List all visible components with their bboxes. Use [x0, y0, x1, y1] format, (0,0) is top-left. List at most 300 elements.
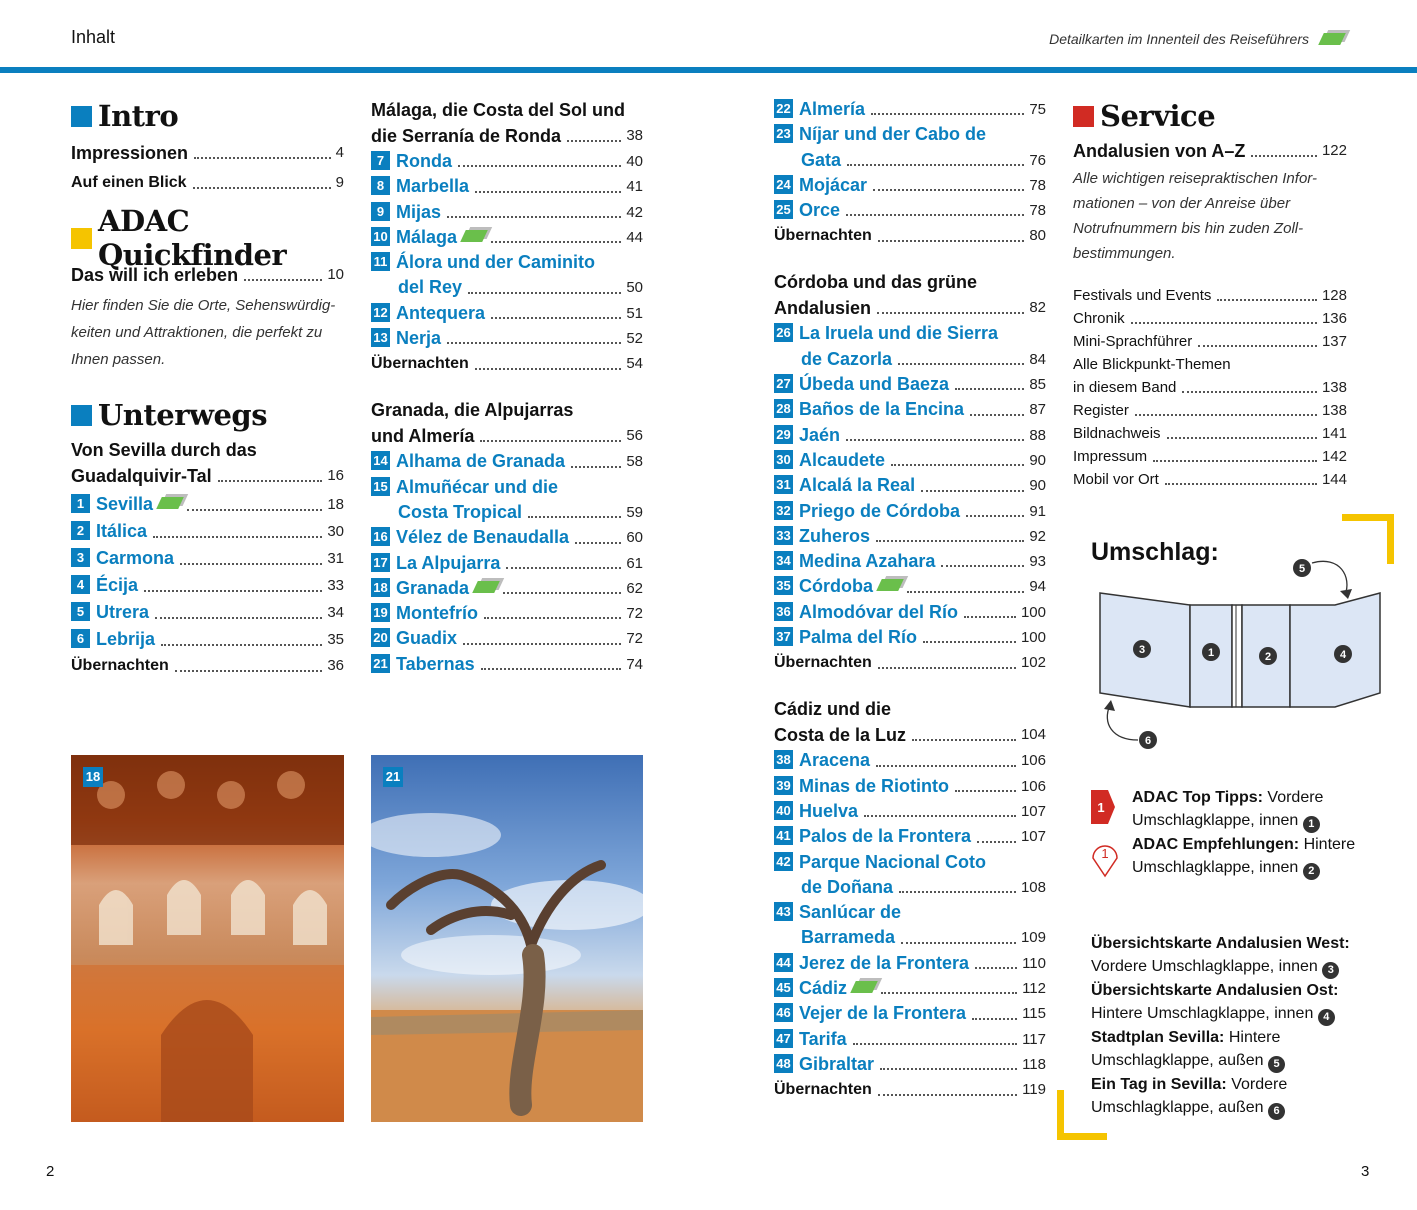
toc-entry-stay[interactable]: Übernachten 54: [371, 355, 643, 373]
entry-title: Sanlúcar de: [799, 902, 902, 923]
photo-tabernas-tree: [371, 755, 643, 1122]
region-title: Cádiz und die: [774, 699, 891, 720]
toc-entry[interactable]: [774, 951, 1046, 976]
entry-number: 31: [774, 475, 793, 494]
page-number: 118: [1022, 1055, 1046, 1073]
service-entry[interactable]: [1073, 307, 1347, 330]
page-number: 107: [1020, 828, 1046, 846]
toc-entry[interactable]: [774, 1052, 1046, 1077]
cover-label: 2: [1264, 651, 1272, 663]
toc-entry[interactable]: [774, 824, 1046, 849]
entry-title: Antequera: [396, 302, 486, 323]
page-number: 92: [1029, 527, 1046, 545]
page-number: 109: [1020, 929, 1046, 947]
entry-title: Málaga: [396, 226, 458, 247]
entry-title-continued: Costa Tropical: [398, 501, 523, 522]
entry-title: Mojácar: [799, 174, 868, 195]
map-note: [1049, 31, 1343, 47]
map-icon: [1318, 33, 1346, 45]
toc-entry-continued[interactable]: [774, 875, 1046, 900]
map-icon: [876, 579, 904, 591]
entry-title: Jerez de la Frontera: [799, 952, 970, 973]
entry-title: Parque Nacional Coto: [799, 851, 987, 872]
entry-title: Montefrío: [396, 603, 478, 624]
section-title: ADAC Quickfinder: [98, 204, 287, 272]
region-title: Córdoba und das grüne: [774, 272, 978, 293]
entry-title: Palos de la Frontera: [799, 826, 972, 847]
map-icon: [156, 497, 184, 509]
entry-number: 40: [774, 801, 793, 820]
page-number-left: 2: [46, 1163, 55, 1180]
entry-title: Lebrija: [96, 629, 156, 649]
toc-entry[interactable]: [71, 599, 344, 626]
toc-entry[interactable]: [774, 198, 1046, 223]
entry-title: Baños de la Encina: [799, 399, 965, 420]
service-entry[interactable]: [1073, 284, 1347, 307]
entry-title-continued: Gata: [801, 149, 842, 170]
page-number: 72: [626, 630, 643, 648]
entry-title-continued: Barrameda: [801, 927, 896, 948]
umschlag-title: Umschlag:: [1091, 538, 1219, 566]
page-number: 107: [1020, 802, 1046, 820]
toc-entry-stay[interactable]: Übernachten 119: [774, 1081, 1046, 1099]
cover-label: 3: [1138, 644, 1146, 656]
entry-number: 44: [774, 953, 793, 972]
entry-title: La Iruela und die Sierra: [799, 323, 999, 344]
toc-entry[interactable]: [774, 122, 1046, 147]
page-number: 18: [327, 496, 344, 513]
service-entry[interactable]: [1073, 376, 1347, 399]
page-number: 10: [327, 266, 344, 283]
page-number: 62: [626, 579, 643, 597]
service-entry[interactable]: [1073, 399, 1347, 422]
toc-entry[interactable]: [774, 799, 1046, 824]
page-number: 85: [1029, 376, 1046, 394]
page-number: 60: [626, 529, 643, 547]
page-number: 75: [1029, 101, 1046, 118]
page-number: 88: [1029, 426, 1046, 444]
entry-number: 9: [371, 202, 390, 221]
toc-entry-continued[interactable]: [774, 347, 1046, 372]
toc-entry[interactable]: [371, 601, 643, 626]
toc-entry[interactable]: [774, 1001, 1046, 1026]
entry-title: Almodóvar del Río: [799, 601, 959, 622]
entry-title: Vélez de Benaudalla: [396, 527, 570, 548]
entry-title: Mini-Sprachführer: [1073, 333, 1193, 350]
toc-entry[interactable]: [71, 140, 344, 166]
entry-title: Utrera: [96, 602, 150, 622]
toc-entry[interactable]: [774, 900, 1046, 925]
entry-title: Córdoba: [799, 576, 873, 597]
page-number: 110: [1022, 954, 1046, 972]
page-number: 137: [1321, 333, 1347, 350]
entry-title-continued: del Rey: [398, 277, 463, 298]
toc-entry[interactable]: [371, 225, 643, 250]
page-number: 33: [327, 577, 344, 594]
toc-entry[interactable]: [371, 576, 643, 601]
section-service: [1073, 96, 1347, 136]
page-number: 87: [1029, 401, 1046, 419]
entry-title: Mobil vor Ort: [1073, 471, 1159, 488]
toc-entry-continued[interactable]: [774, 925, 1046, 950]
page-number: 44: [626, 228, 643, 246]
top-tipp-icon: [1090, 786, 1110, 833]
entry-number: 12: [371, 303, 390, 322]
page-number: 51: [626, 304, 643, 322]
toc-entry[interactable]: [71, 545, 344, 572]
entry-number: 4: [71, 575, 90, 594]
page-number: 78: [1029, 202, 1046, 220]
entry-number: 20: [371, 628, 390, 647]
region-entry[interactable]: Guadalquivir-Tal 16: [71, 466, 344, 486]
service-entry[interactable]: [1073, 445, 1347, 468]
entry-title: Granada: [396, 577, 470, 598]
region-title: Granada, die Alpujarras: [371, 400, 574, 421]
toc-entry[interactable]: [371, 652, 643, 677]
cover-label: 5: [1298, 563, 1306, 575]
toc-entry[interactable]: [774, 600, 1046, 625]
service-entry[interactable]: [1073, 422, 1347, 445]
maps-legend: Übersichtskarte Andalusien West: Vordere Umschlagklappe, innen 3 Übersichtskarte Andalusien Ost: Hintere Umschlagklappe, innen 4 Stadtplan Sevilla: Hintere Umschlagklappe, außen 5 Ein Tag in Sevilla: Vordere Umschlagklappe, außen 6: [1091, 932, 1350, 1120]
cover-label: 6: [1144, 735, 1152, 747]
page-number: 90: [1029, 451, 1046, 469]
page-number: 100: [1020, 629, 1046, 647]
page-number: 144: [1321, 471, 1347, 488]
entry-number: 32: [774, 501, 793, 520]
entry-number: 33: [774, 526, 793, 545]
entry-number: 25: [774, 200, 793, 219]
page-number: 128: [1321, 287, 1347, 304]
service-description: Alle wichtigen reisepraktischen Infor- mationen – von der Anreise über Notrufnummern bis hin zuden Zoll- bestimmungen.: [1073, 170, 1318, 262]
toc-entry[interactable]: [371, 174, 643, 199]
page-number: 41: [626, 178, 643, 196]
region-entry[interactable]: die Serranía de Ronda 38: [371, 126, 643, 146]
quickfinder-description: Hier finden Sie die Orte, Sehenswürdig- keiten und Attraktionen, die perfekt zu Ihnen passen.: [71, 297, 336, 368]
page-number: 50: [626, 279, 643, 297]
entry-title: Carmona: [96, 548, 175, 568]
entry-title-continued: de Cazorla: [801, 348, 893, 369]
entry-title: Níjar und der Cabo de: [799, 124, 987, 145]
service-entry[interactable]: [1073, 353, 1347, 376]
page-number-right: 3: [1361, 1163, 1370, 1180]
entry-number: 3: [71, 548, 90, 567]
page-number: 78: [1029, 176, 1046, 194]
toc-entry[interactable]: Andalusien von A–Z 122: [1073, 141, 1347, 161]
toc-entry[interactable]: [371, 626, 643, 651]
toc-entry[interactable]: [774, 397, 1046, 422]
toc-entry[interactable]: [774, 321, 1046, 346]
section-title: Service: [1100, 99, 1216, 133]
entry-title: Bildnachweis: [1073, 425, 1161, 442]
entry-number: 14: [371, 451, 390, 470]
toc-entry-continued[interactable]: [371, 275, 643, 300]
entry-number: 38: [774, 750, 793, 769]
entry-number: 43: [774, 902, 793, 921]
entry-title: Itálica: [96, 521, 148, 541]
page-number: 72: [626, 605, 643, 623]
page-number: 100: [1020, 603, 1046, 621]
toc-entry[interactable]: [774, 173, 1046, 198]
page-number: 76: [1029, 151, 1046, 169]
running-head: Inhalt: [71, 27, 116, 47]
region-title: Málaga, die Costa del Sol und: [371, 100, 626, 120]
entry-number: 29: [774, 425, 793, 444]
entry-number: 21: [371, 654, 390, 673]
entry-title: Almería: [799, 99, 866, 119]
map-icon: [460, 230, 488, 242]
section-title: Unterwegs: [98, 398, 268, 432]
entry-number: 34: [774, 551, 793, 570]
page-number: 42: [626, 203, 643, 221]
toc-entry[interactable]: [774, 1027, 1046, 1052]
entry-number: 5: [71, 602, 90, 621]
toc-entry-stay[interactable]: Übernachten 36: [71, 657, 344, 674]
entry-number: 37: [774, 627, 793, 646]
page-number: 138: [1321, 402, 1347, 419]
map-icon: [472, 581, 500, 593]
entry-number: 28: [774, 399, 793, 418]
toc-entry-stay[interactable]: Übernachten 102: [774, 654, 1046, 672]
toc-entry-stay[interactable]: Übernachten 80: [774, 227, 1046, 245]
entry-title: Ronda: [396, 151, 452, 171]
entry-number: 30: [774, 450, 793, 469]
entry-title: Impressionen: [71, 143, 189, 163]
page-number: 35: [327, 631, 344, 648]
column-2: [371, 97, 643, 677]
toc-entry[interactable]: [774, 774, 1046, 799]
map-icon: [850, 981, 878, 993]
entry-title: Medina Azahara: [799, 551, 936, 572]
page-number: 61: [626, 554, 643, 572]
entry-title: Écija: [96, 575, 139, 595]
toc-entry[interactable]: [774, 524, 1046, 549]
photo-tag: 18: [83, 767, 103, 787]
entry-title: La Alpujarra: [396, 552, 501, 573]
entry-title: Álora und der Caminito: [396, 252, 596, 273]
empfehlung-icon: [1090, 836, 1120, 883]
entry-number: 42: [774, 852, 793, 871]
cover-diagram: [1090, 555, 1390, 760]
entry-title: Alcaudete: [799, 449, 886, 470]
toc-entry[interactable]: [371, 525, 643, 550]
entry-title: Palma del Río: [799, 627, 918, 648]
entry-title-continued: de Doñana: [801, 876, 894, 897]
toc-entry[interactable]: [371, 149, 643, 174]
entry-title: Alcalá la Real: [799, 475, 916, 496]
toc-entry[interactable]: [371, 200, 643, 225]
toc-entry[interactable]: [71, 518, 344, 545]
cover-label: 1: [1207, 647, 1215, 659]
region-entry[interactable]: Costa de la Luz 104: [774, 725, 1046, 746]
entry-title: Das will ich erleben: [71, 265, 239, 285]
photo-granada-interior: [71, 755, 344, 1122]
region-entry[interactable]: Andalusien 82: [774, 298, 1046, 319]
section-title: Intro: [98, 99, 179, 133]
entry-title: Guadix: [396, 628, 458, 649]
toc-entry[interactable]: [371, 475, 643, 500]
entry-number: 26: [774, 323, 793, 342]
page-number: 58: [626, 453, 643, 471]
entry-number: 39: [774, 776, 793, 795]
entry-title: Alle Blickpunkt-Themen: [1073, 356, 1231, 373]
column-3: [774, 97, 1046, 1103]
entry-number: 36: [774, 602, 793, 621]
page-number: 117: [1022, 1030, 1046, 1048]
entry-number: 18: [371, 578, 390, 597]
toc-entry[interactable]: [774, 97, 1046, 122]
section-unterwegs: [71, 395, 344, 435]
entry-number: 47: [774, 1029, 793, 1048]
column-1: [71, 96, 344, 679]
entry-number: 35: [774, 576, 793, 595]
toc-entry[interactable]: [774, 549, 1046, 574]
entry-title: Jaén: [799, 424, 841, 445]
entry-title: Gibraltar: [799, 1053, 875, 1074]
entry-title: Festivals und Events: [1073, 287, 1212, 304]
toc-entry[interactable]: [774, 748, 1046, 773]
entry-title: Tabernas: [396, 653, 475, 674]
entry-number: 11: [371, 252, 390, 271]
map-note-text: Detailkarten im Innenteil des Reiseführers: [1049, 31, 1309, 47]
page-number: 74: [626, 655, 643, 673]
entry-title: Orce: [799, 200, 841, 221]
entry-title: Auf einen Blick: [71, 174, 187, 191]
toc-entry-continued[interactable]: [371, 500, 643, 525]
section-marker: [71, 106, 92, 127]
entry-title: Sevilla: [96, 494, 154, 514]
entry-title: Cádiz: [799, 978, 848, 999]
entry-title: Tarifa: [799, 1028, 847, 1049]
toc-entry[interactable]: [71, 626, 344, 653]
section-marker: [1073, 106, 1094, 127]
entry-title: Vejer de la Frontera: [799, 1003, 967, 1024]
entry-number: 48: [774, 1054, 793, 1073]
page-number: 31: [327, 550, 344, 567]
toc-entry[interactable]: [71, 491, 344, 518]
toc-entry[interactable]: [71, 572, 344, 599]
entry-title: Nerja: [396, 328, 442, 349]
page-number: 84: [1029, 350, 1046, 368]
toc-entry[interactable]: [774, 850, 1046, 875]
page-number: 138: [1321, 379, 1347, 396]
page-number: 106: [1020, 777, 1046, 795]
page-number: 94: [1029, 578, 1046, 596]
entry-number: 16: [371, 527, 390, 546]
toc-entry[interactable]: [371, 449, 643, 474]
page-number: 59: [626, 503, 643, 521]
cover-label: 4: [1339, 649, 1347, 661]
toc-entry-continued[interactable]: [774, 148, 1046, 173]
toc-entry[interactable]: [774, 499, 1046, 524]
entry-number: 17: [371, 553, 390, 572]
entry-number: 19: [371, 603, 390, 622]
section-marker: [71, 228, 92, 249]
page-number: 52: [626, 330, 643, 348]
page-number: 115: [1022, 1005, 1046, 1023]
toc-entry[interactable]: [371, 250, 643, 275]
svg-text:1: 1: [1101, 846, 1109, 861]
entry-title: in diesem Band: [1073, 379, 1177, 396]
service-entry[interactable]: [1073, 468, 1347, 491]
toc-entry[interactable]: [71, 170, 344, 196]
entry-title: Mijas: [396, 201, 442, 222]
entry-title: Marbella: [396, 176, 470, 197]
region-title: Von Sevilla durch das: [71, 440, 257, 460]
entry-number: 13: [371, 328, 390, 347]
entry-number: 22: [774, 99, 793, 118]
toc-entry[interactable]: [774, 448, 1046, 473]
service-entry[interactable]: [1073, 330, 1347, 353]
section-quickfinder: [71, 204, 344, 272]
entry-title: Aracena: [799, 750, 871, 771]
entry-number: 46: [774, 1003, 793, 1022]
entry-title: Impressum: [1073, 448, 1148, 465]
page-number: 90: [1029, 477, 1046, 495]
entry-number: 45: [774, 978, 793, 997]
entry-number: 1: [71, 494, 90, 513]
page-number: 136: [1321, 310, 1347, 327]
page-number: 4: [335, 144, 344, 161]
toc-entry[interactable]: [774, 574, 1046, 599]
column-service: [1073, 96, 1347, 491]
tipps-legend: ADAC Top Tipps: Vordere Umschlagklappe, innen 1 ADAC Empfehlungen: Hintere Umschlagklappe, innen 2: [1132, 786, 1355, 880]
entry-number: 2: [71, 521, 90, 540]
entry-number: 23: [774, 124, 793, 143]
page-number: 142: [1321, 448, 1347, 465]
toc-entry[interactable]: [774, 372, 1046, 397]
toc-entry[interactable]: [774, 473, 1046, 498]
entry-title: Priego de Córdoba: [799, 500, 961, 521]
entry-number: 7: [371, 151, 390, 170]
entry-title: Zuheros: [799, 525, 871, 546]
page-number: 106: [1020, 752, 1046, 770]
entry-number: 10: [371, 227, 390, 246]
entry-number: 8: [371, 176, 390, 195]
toc-entry[interactable]: [774, 423, 1046, 448]
page-number: 91: [1029, 502, 1046, 520]
entry-number: 6: [71, 629, 90, 648]
toc-entry[interactable]: [774, 625, 1046, 650]
entry-title: Alhama de Granada: [396, 451, 566, 472]
entry-title: Almuñécar und die: [396, 476, 559, 497]
entry-number: 24: [774, 175, 793, 194]
page-number: 108: [1020, 878, 1046, 896]
toc-entry[interactable]: [371, 326, 643, 351]
page-number: 30: [327, 523, 344, 540]
page-number: 93: [1029, 553, 1046, 571]
entry-title: Minas de Riotinto: [799, 775, 949, 796]
section-marker: [71, 405, 92, 426]
entry-number: 27: [774, 374, 793, 393]
section-intro: [71, 96, 344, 136]
toc-entry[interactable]: [371, 301, 643, 326]
entry-number: 41: [774, 826, 793, 845]
page-number: 40: [626, 153, 643, 170]
entry-title: Register: [1073, 402, 1129, 419]
page-number: 112: [1022, 980, 1046, 998]
entry-title: Huelva: [799, 800, 859, 821]
svg-text:1: 1: [1097, 800, 1105, 815]
page-number: 141: [1321, 425, 1347, 442]
toc-entry[interactable]: [774, 976, 1046, 1001]
photo-tag: 21: [383, 767, 403, 787]
region-entry[interactable]: und Almería 56: [371, 426, 643, 447]
page-number: 34: [327, 604, 344, 621]
page-number: 9: [335, 174, 344, 191]
toc-entry[interactable]: [371, 551, 643, 576]
header-rule: [0, 67, 1417, 73]
entry-number: 15: [371, 477, 390, 496]
